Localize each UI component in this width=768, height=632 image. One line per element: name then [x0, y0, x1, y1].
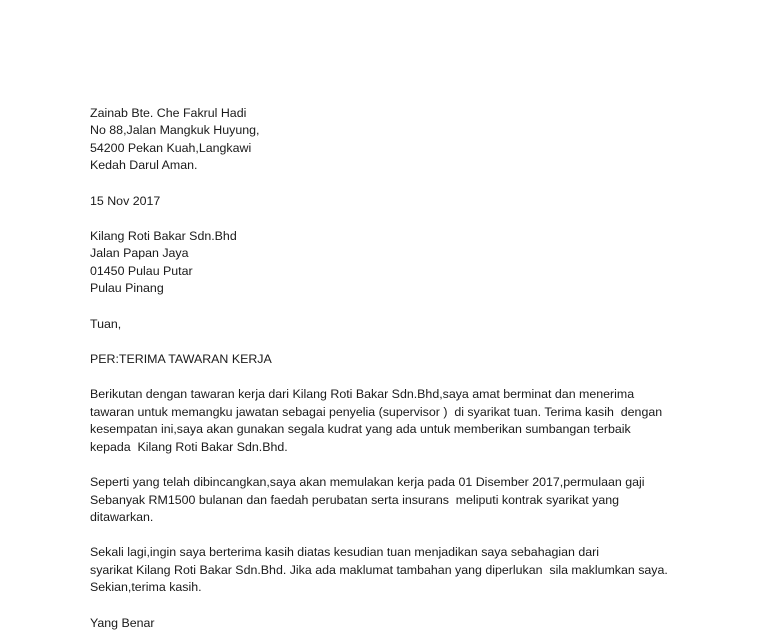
paragraph-line: Seperti yang telah dibincangkan,saya akan memulakan kerja pada 01 Disember 2017,permulaan gaji: [90, 475, 645, 490]
sender-name: Zainab Bte. Che Fakrul Hadi: [90, 106, 247, 120]
recipient-address: [90, 228, 730, 298]
paragraph-line: Sekian,terima kasih.: [90, 580, 202, 595]
letter-body: [90, 105, 730, 632]
paragraph-line: Sebanyak RM1500 bulanan dan faedah perubatan serta insurans meliputi kontrak syarikat yang: [90, 492, 619, 507]
paragraph-line: ditawarkan.: [90, 509, 154, 524]
recipient-address-line: 01450 Pulau Putar: [90, 263, 193, 278]
subject-text: PER:TERIMA TAWARAN KERJA: [90, 352, 272, 367]
paragraph-line: Berikutan dengan tawaran kerja dari Kilang Roti Bakar Sdn.Bhd,saya amat berminat dan menerima: [90, 387, 635, 402]
sender-address: [90, 105, 730, 175]
paragraph-line: kesempatan ini,saya akan gunakan segala kudrat yang ada untuk memberikan sumbangan terbaik: [90, 422, 631, 437]
body-paragraph-2: [90, 474, 730, 526]
date-text: 15 Nov 2017: [90, 193, 161, 208]
closing-text: Yang Benar: [90, 615, 155, 630]
body-paragraph-1: [90, 386, 730, 456]
salutation: [90, 316, 730, 333]
salutation-text: Tuan,: [90, 316, 122, 331]
recipient-address-line: Jalan Papan Jaya: [90, 246, 189, 261]
sender-address-line: No 88,Jalan Mangkuk Huyung,: [90, 123, 260, 138]
recipient-name: Kilang Roti Bakar Sdn.Bhd: [90, 229, 237, 244]
paragraph-line: tawaran untuk memangku jawatan sebagai penyelia (supervisor ) di syarikat tuan. Terima kasih dengan: [90, 404, 663, 419]
sender-address-line: Kedah Darul Aman.: [90, 158, 198, 173]
letter-date: [90, 193, 730, 210]
body-paragraph-3: [90, 544, 730, 596]
sender-address-line: 54200 Pekan Kuah,Langkawi: [90, 140, 252, 155]
paragraph-line: kepada Kilang Roti Bakar Sdn.Bhd.: [90, 439, 288, 454]
recipient-address-line: Pulau Pinang: [90, 281, 164, 296]
subject-line: [90, 351, 730, 368]
paragraph-line: syarikat Kilang Roti Bakar Sdn.Bhd. Jika ada maklumat tambahan yang diperlukan sila maklumkan saya.: [90, 562, 668, 577]
closing: [90, 615, 730, 632]
paragraph-line: Sekali lagi,ingin saya berterima kasih diatas kesudian tuan menjadikan saya sebahagian dari: [90, 545, 600, 560]
